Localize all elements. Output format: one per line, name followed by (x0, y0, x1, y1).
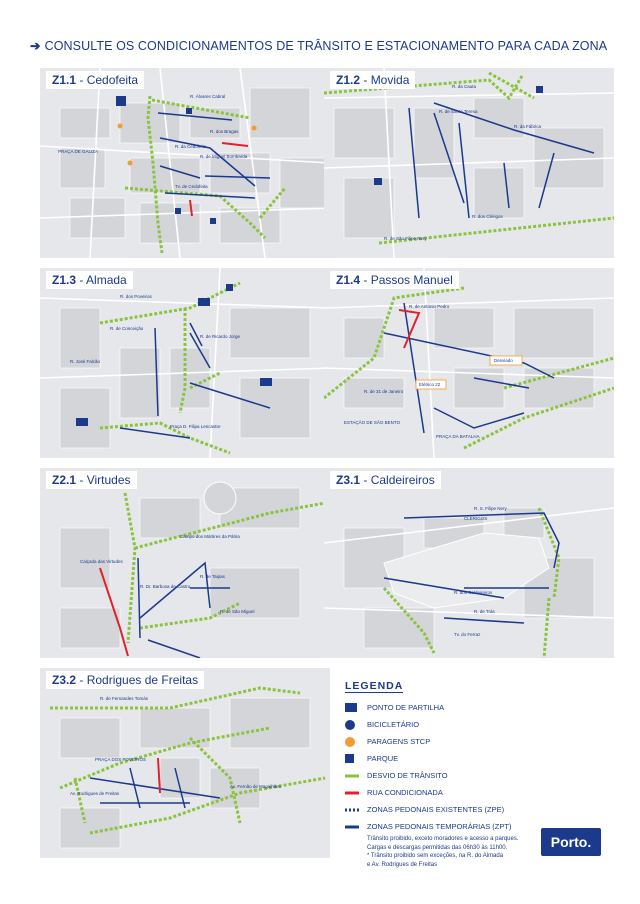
street-label: R. dos Clérigos (472, 214, 503, 219)
street-label: R. de Miguel Bombarda (200, 154, 248, 159)
map-panel-z1-2[interactable] (324, 68, 614, 258)
legend-item: ZONAS PEDONAIS TEMPORÁRIAS (ZPT) (345, 818, 615, 835)
street-label: R. da Fábrica (514, 124, 542, 129)
detour-label: Desviado (494, 358, 513, 363)
map-z2-1 (40, 468, 330, 658)
street-label: Campo dos Mártires da Pátria (180, 534, 240, 539)
map-z1-3 (40, 268, 330, 458)
street-label: R. dos Bragas (210, 129, 239, 134)
page-header (30, 38, 607, 53)
street-label: R. Álvares Cabral (190, 94, 226, 99)
zpe-line-icon (345, 808, 361, 812)
map-panel-z2-1[interactable] (40, 468, 330, 658)
street-label: R. dos Poveiros (120, 294, 152, 299)
street-label: R. da Cedofeita (175, 144, 207, 149)
street-label: Tv. do Ferraz (454, 632, 481, 637)
street-label: R. de Trás (474, 609, 495, 614)
street-label: R. de Ricardo Jorge (200, 334, 241, 339)
zone-title: Z1.2 - Movida (330, 71, 415, 89)
zpt-line-icon (345, 825, 361, 829)
street-label: PRAÇA DE GALIZA (58, 149, 99, 154)
street-label: R. de São Filipe Nery (384, 236, 427, 241)
street-label: R. de Conceição (110, 326, 144, 331)
street-label: PRAÇA DA BATALHA (436, 434, 480, 439)
bus-label: Elétrico 22 (419, 382, 441, 387)
porto-logo: Porto. (541, 828, 601, 856)
zone-title: Z1.1 - Cedofeita (46, 71, 144, 89)
map-panel-z3-1[interactable] (324, 468, 614, 658)
legend-note: Cargas e descargas permitidas das 06h30 às 11h00. (367, 844, 508, 851)
legend-item: PONTO DE PARTILHA (345, 699, 615, 716)
street-label: Av. Fernão de Magalhães (230, 784, 282, 789)
legend-title: LEGENDA (345, 680, 404, 692)
street-label: R. de Fernandes Tomás (100, 696, 148, 701)
arrow-right-icon: ➔ (30, 39, 41, 53)
bus-stop-icon (345, 737, 361, 747)
legend-note: e Av. Rodrigues de Freitas (367, 861, 438, 868)
legend-item: PARQUE (345, 750, 615, 767)
legend-item: RUA CONDICIONADA (345, 784, 615, 801)
legend-note: * Trânsito proibido sem exceções, na R. do Almada (367, 853, 504, 859)
street-label: ESTAÇÃO DE SÃO BENTO (344, 420, 401, 425)
map-z3-2 (40, 668, 330, 858)
street-label: R. S. Filipe Nery (474, 506, 507, 511)
bike-share-icon (345, 703, 361, 712)
zone-title: Z3.2 - Rodrigues de Freitas (46, 671, 204, 689)
zone-title: Z1.4 - Passos Manuel (330, 271, 459, 289)
legend-item: BICICLETÁRIO (345, 716, 615, 733)
zone-title: Z1.3 - Almada (46, 271, 133, 289)
map-z3-1 (324, 468, 614, 658)
street-label: R. de António Pedro (409, 304, 450, 309)
detour-line-icon (345, 774, 361, 778)
street-label: PRAÇA DOS POVEIROS (95, 757, 147, 762)
street-label: Av. Rodrigues de Freitas (70, 791, 120, 796)
street-label: Tv. de Cedofeita (175, 184, 208, 189)
street-label: Calçada das Virtudes (80, 559, 123, 564)
street-label: R. dos Caldeireiros (454, 590, 493, 595)
legend-item: ZONAS PEDONAIS EXISTENTES (ZPE) (345, 801, 615, 818)
zone-title: Z2.1 - Virtudes (46, 471, 137, 489)
street-label: Praça D. Filipa Lencastre (170, 424, 221, 429)
street-label: CLÉRIGOS (464, 516, 488, 521)
restricted-line-icon (345, 791, 361, 795)
map-z1-1 (40, 68, 330, 258)
street-label: R. de São Miguel (220, 609, 255, 614)
legend-note: Trânsito proibido, exceto moradores e acesso a parques. (367, 836, 519, 842)
map-panel-z1-1[interactable] (40, 68, 330, 258)
street-label: R. de Santa Teresa (439, 109, 478, 114)
map-panel-z3-2[interactable] (40, 668, 330, 858)
street-label: R. de Taipas (200, 574, 225, 579)
map-z1-4 (324, 268, 614, 458)
bike-rack-icon (345, 720, 361, 730)
map-z1-2 (324, 68, 614, 258)
legend-item: DESVIO DE TRÂNSITO (345, 767, 615, 784)
street-label: R. da Cauta (452, 84, 477, 89)
page-header-text: CONSULTE OS CONDICIONAMENTOS DE TRÂNSITO E ESTACIONAMENTO PARA CADA ZONA (44, 39, 608, 53)
zone-title: Z3.1 - Caldeireiros (330, 471, 441, 489)
legend-item: PARAGENS STCP (345, 733, 615, 750)
parking-icon (345, 754, 361, 763)
street-label: R. José Falcão (70, 359, 101, 364)
street-label: R. de 31 de Janeiro (364, 389, 404, 394)
map-panel-z1-3[interactable] (40, 268, 330, 458)
map-panel-z1-4[interactable] (324, 268, 614, 458)
street-label: R. Dr. Barbosa de Castro (140, 584, 191, 589)
